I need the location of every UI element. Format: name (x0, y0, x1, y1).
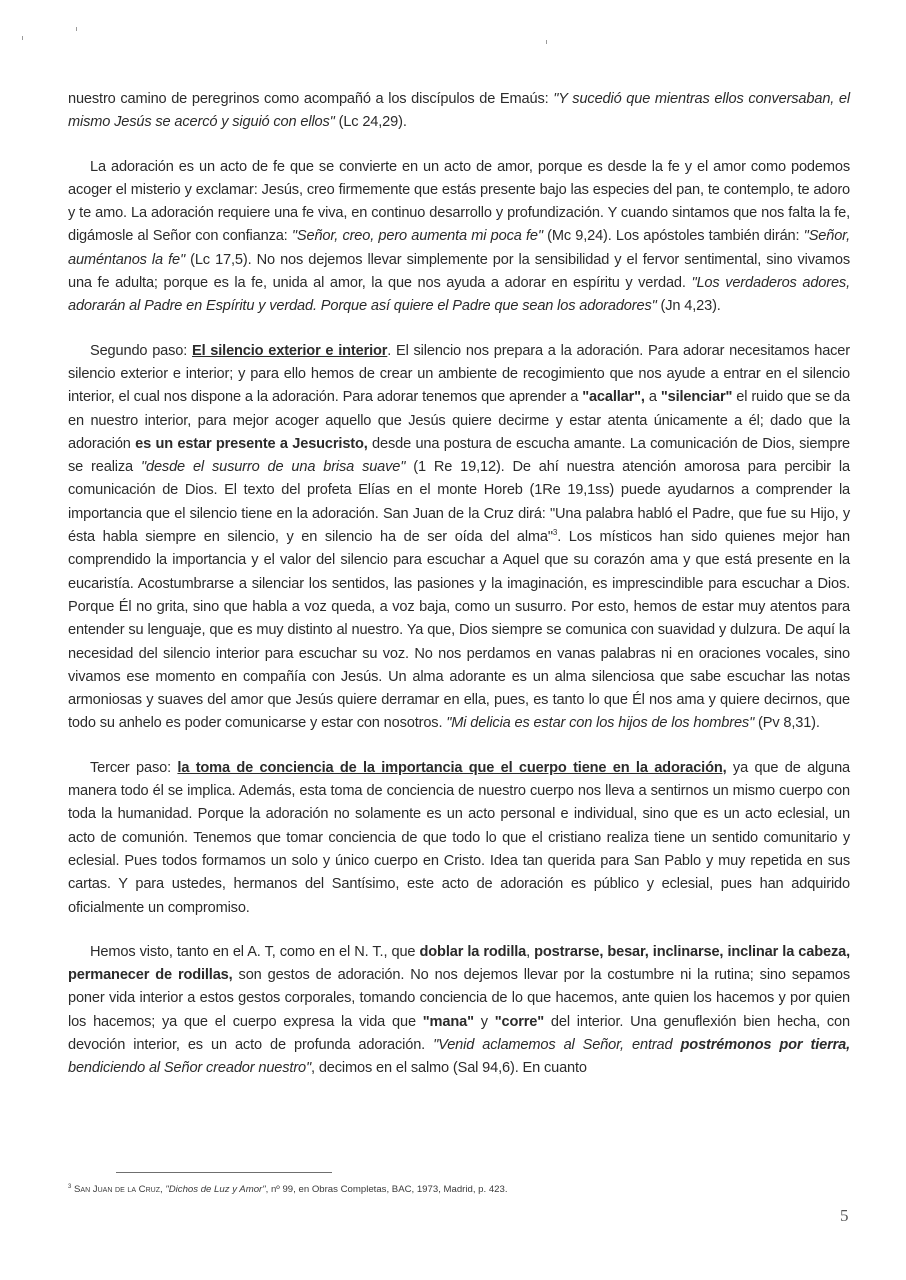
paragraph-tercer-paso: Tercer paso: la toma de conciencia de la importancia que el cuerpo tiene en la adoración, ya que de alguna manera todo él se implica. Además, esta toma de conciencia de nuestro cuerpo nos lleva a sentirnos un mismo cuerpo con toda la humanidad. Porque la adoración no solamente es un acto personal e individual, sino que es un acto eclesial, un acto de comunión. Tenemos que tomar conciencia de que todo lo que el cristiano realiza tiene un sentido comunitario y eclesial. Pues todos formamos un solo y único cuerpo en Cristo. Idea tan querida para San Pablo y muy repetida en sus cartas. Y para ustedes, hermanos del Santísimo, este acto de adoración es público y eclesial, pues han adquirido oficialmente un compromiso. (68, 759, 851, 916)
quote: "Señor, creo, pero aumenta mi poca fe" (291, 228, 543, 245)
scan-speck (22, 36, 23, 40)
paragraph-segundo-paso: Segundo paso: El silencio exterior e interior. El silencio nos prepara a la adoración. Para adorar necesitamos hacer silencio exterior e interior; y para ello hemos de crear un ambiente de recogimiento que nos ayude a entrar en el silencio interior, el cual nos dispone a la adoración. Para adorar tenemos que aprender a "acallar", a "silenciar" el ruido que se da en nuestro interior, para mejor acoger aquello que Jesús quiere decirme y estar atenta únicamente a él; dado que la adoración es un estar presente a Jesucristo, desde una postura de escucha amante. La comunicación de Dios, siempre se realiza "desde el susurro de una brisa suave" (1 Re 19,12). De ahí nuestra atención amorosa para percibir la comunicación de Dios. El texto del profeta Elías en el monte Horeb (1Re 19,1ss) puede ayudarnos a comprender la importancia que el silencio tiene en la adoración. San Juan de la Cruz dirá: "Una palabra habló el Padre, que fue su Hijo, y ésta habla siempre en silencio, y en silencio ha de ser oída del alma"$^3$. Los místicos han sido quienes mejor han comprendido la importancia y el valor del silencio para escuchar a Aquel que su corazón ama y que está presente en la eucaristía. Acostumbrarse a silenciar los sentidos, las pasiones y la imaginación, es imprescindible para escuchar a Dios. Porque Él no grita, sino que habla a voz queda, a voz baja, como un susurro. Por esto, hemos de estar muy atentos para entender su lenguaje, que es muy distinto al nuestro. Ya que, Dios siempre se comunica con suavidad y dulzura. De aquí la necesidad del silencio interior para escuchar su voz. No nos perdamos en vanas palabras ni en oraciones vocales, sino vivamos ese momento en compañía con Jesús. Un alma adorante es un alma silenciosa que sabe escuchar las notas armoniosas y suaves del amor que Jesús quiere derramar en ella, pues, es tanto lo que Él nos ama y quiere decirnos, que todo su anhelo es poder comunicarse y estar con nosotros. "Mi delicia es estar con los hijos de los hombres" (Pv 8,31). (68, 342, 850, 732)
quote: "Mi delicia es estar con los hijos de los hombres" (446, 715, 755, 732)
scan-speck (76, 27, 77, 31)
paragraph-gestos: Hemos visto, tanto en el A. T, como en el N. T., que doblar la rodilla, postrarse, besar, inclinarse, inclinar la cabeza, permanecer de rodillas, son gestos de adoración. No nos dejemos llevar por la costumbre ni la rutina; sino sepamos poner vida interior a estos gestos corporales, tomando conciencia de lo que hacemos, ante quien los hacemos y por quien los hacemos; ya que el cuerpo expresa la vida que "mana" y "corre" del interior. Una genuflexión bien hecha, con devoción interior, es un acto de profunda adoración. "Venid aclamemos al Señor, entrad postrémonos por tierra, bendiciendo al Señor creador nuestro", decimos en el salmo (Sal 94,6). En cuanto (68, 943, 851, 1077)
quote: "Señor, auméntanos la fe" (68, 228, 850, 268)
footnote: $^3$ San Juan de la Cruz, "Dichos de Luz y Amor", nº 99, en Obras Completas, BAC, 1973, Madrid, p. 423. (68, 1184, 508, 1196)
footnote-separator (116, 1172, 332, 1173)
footnote-title: "Dichos de Luz y Amor" (165, 1184, 266, 1196)
quote: "Y sucedió que mientras ellos conversaban, el mismo Jesús se acercó y siguió con ellos" (68, 91, 850, 131)
footnote-number: 3 (68, 1184, 72, 1190)
section-heading: la toma de conciencia de la importancia que el cuerpo tiene en la adoración, (177, 759, 727, 776)
page-number: 5 (840, 1206, 849, 1225)
paragraph-adoracion-fe: La adoración es un acto de fe que se convierte en un acto de amor, porque es desde la fe y el amor como podemos acoger el misterio y exclamar: Jesús, creo firmemente que estás presente bajo las especies del pan, te contemplo, te adoro y te amo. La adoración requiere una fe viva, en continuo desarrollo y profundización. Y cuando sintamos que nos falta la fe, digámosle al Señor con confianza: "Señor, creo, pero aumenta mi poca fe" (Mc 9,24). Los apóstoles también dirán: "Señor, auméntanos la fe" (Lc 17,5). No nos dejemos llevar simplemente por la sensibilidad y el fervor sentimental, sino vivamos una fe adulta; porque es la fe, unida al amor, la que nos ayuda a adorar en espíritu y verdad. "Los verdaderos adores, adorarán al Padre en Espíritu y verdad. Porque así quiere el Padre que sean los adoradores" (Jn 4,23). (68, 158, 850, 315)
footnote-reference[interactable]: 3 (552, 528, 558, 538)
body-text (68, 88, 850, 1102)
quote: "desde el susurro de una brisa suave" (140, 459, 406, 476)
section-heading: El silencio exterior e interior (191, 342, 388, 359)
paragraph-emaus: nuestro camino de peregrinos como acompañó a los discípulos de Emaús: "Y sucedió que mientras ellos conversaban, el mismo Jesús se acercó y siguió con ellos" (Lc 24,29). (68, 91, 850, 131)
quote: "Venid aclamemos al Señor, entrad (433, 1036, 681, 1053)
footnote-author: San Juan de la Cruz (74, 1184, 160, 1196)
quote: "Los verdaderos adores, adorarán al Padre en Espíritu y verdad. Porque así quiere el Padre que sean los adoradores" (68, 275, 850, 315)
scan-speck (546, 40, 547, 44)
